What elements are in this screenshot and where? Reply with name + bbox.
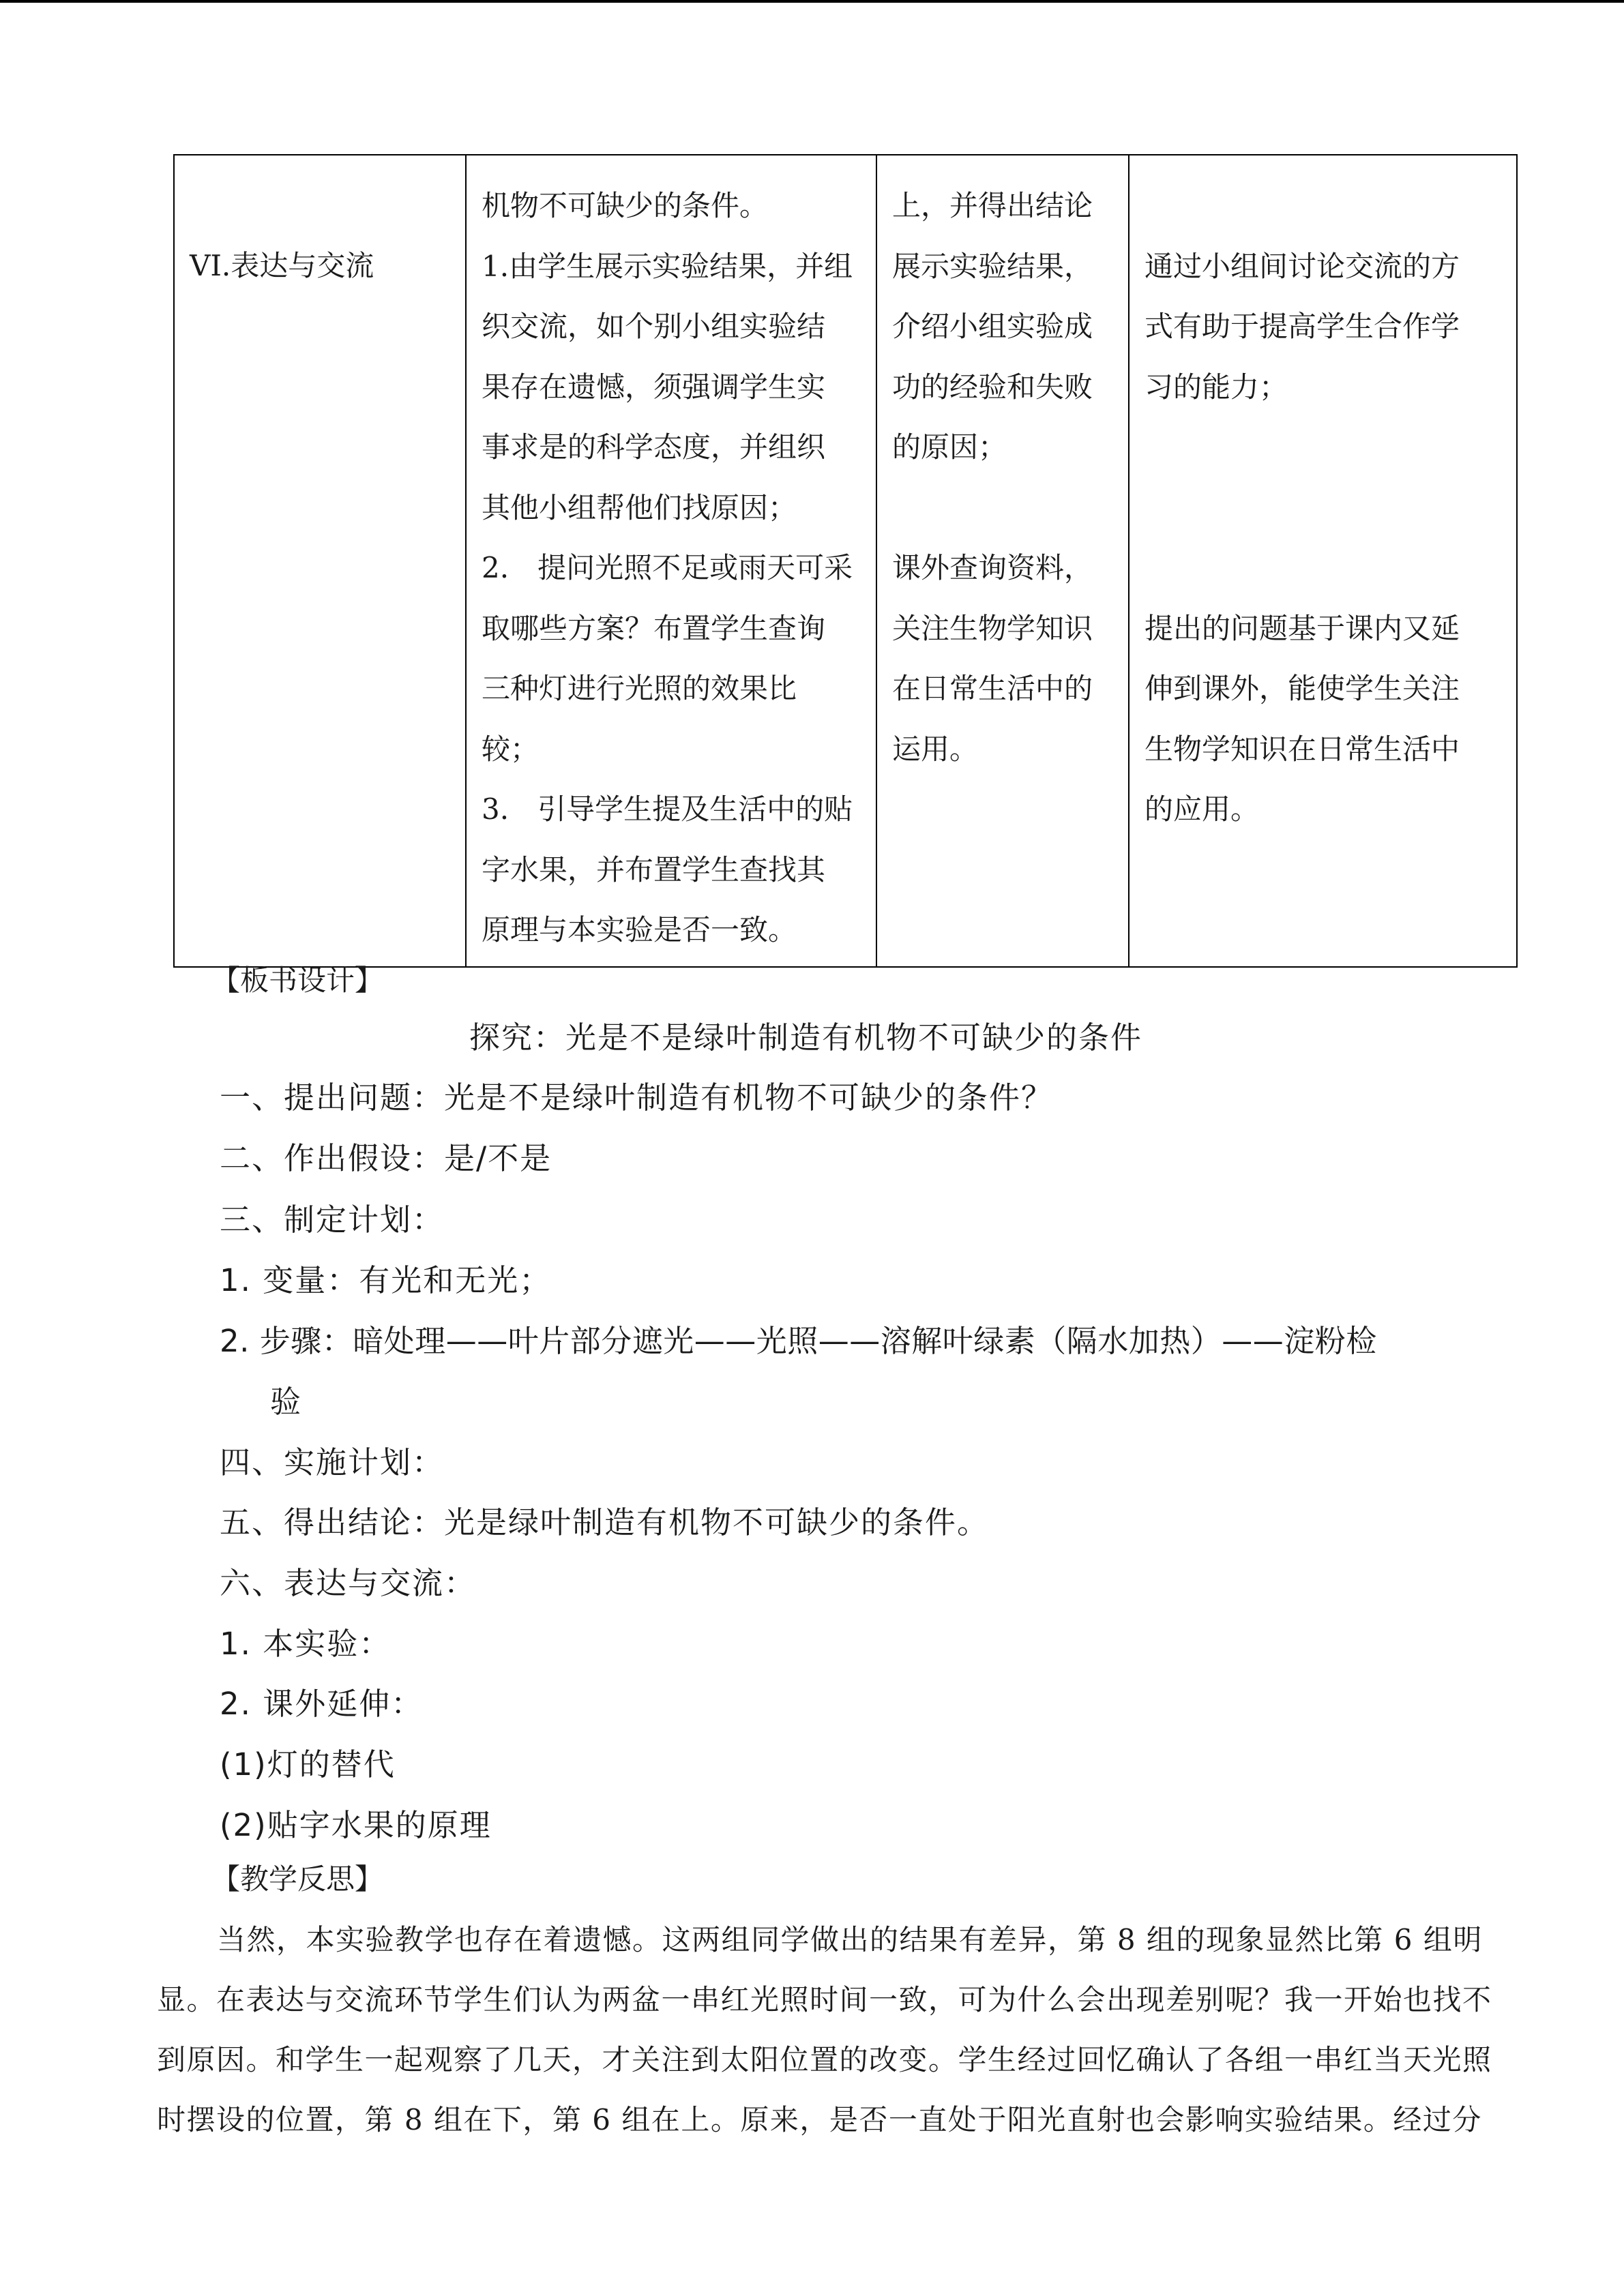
design-intent-cell: [1129, 155, 1517, 967]
board-item: 2. 课外延伸：: [220, 1686, 424, 1722]
stage-cell: [174, 155, 466, 967]
student-line: 运用。: [892, 732, 979, 766]
intent-line: 式有助于提高学生合作学: [1145, 310, 1460, 343]
reflection-heading: 【教学反思】: [211, 1862, 384, 1896]
reflection-line: 时摆设的位置，第 8 组在下，第 6 组在上。原来，是否一直处于阳光直射也会影响实验结果。经过分: [157, 2103, 1482, 2136]
spacer: [1145, 538, 1516, 599]
table-row: [174, 155, 1517, 967]
teacher-line: 原理与本实验是否一致。: [482, 913, 797, 946]
teacher-line: 1.由学生展示实验结果，并组: [482, 249, 853, 283]
teacher-line: 2. 提问光照不足或雨天可采: [482, 551, 853, 584]
teacher-line: 取哪些方案？布置学生查询: [482, 611, 826, 645]
student-line: 上，并得出结论: [892, 189, 1093, 222]
intent-line: 伸到课外，能使学生关注: [1145, 672, 1460, 705]
board-title: 探究：光是不是绿叶制造有机物不可缺少的条件: [469, 1019, 1143, 1056]
student-line: 在日常生活中的: [892, 672, 1093, 705]
board-heading: 【板书设计】: [211, 964, 384, 997]
teacher-line: 较；: [482, 732, 540, 766]
intent-line: 生物学知识在日常生活中: [1145, 732, 1460, 766]
student-activity-cell: [876, 155, 1129, 967]
page-top-border: [0, 0, 1624, 3]
spacer: [892, 478, 1128, 539]
stage-label: VI.表达与交流: [190, 249, 374, 282]
spacer: [1145, 478, 1516, 539]
teacher-line: 三种灯进行光照的效果比: [482, 672, 797, 705]
intent-line: 习的能力；: [1145, 370, 1288, 404]
student-line: 展示实验结果，: [892, 249, 1093, 283]
board-item: 二、作出假设：是/不是: [220, 1140, 552, 1176]
intent-line: 的应用。: [1145, 792, 1260, 826]
board-item: 1. 本实验：: [220, 1626, 392, 1662]
board-item: 六、表达与交流：: [220, 1565, 477, 1601]
intent-line: 通过小组间讨论交流的方: [1145, 249, 1460, 283]
board-item: (2)贴字水果的原理: [220, 1807, 492, 1843]
board-item: 1. 变量：有光和无光；: [220, 1262, 552, 1298]
lesson-table: [173, 154, 1518, 968]
teacher-line: 织交流，如个别小组实验结: [482, 310, 826, 343]
board-item: (1)灯的替代: [220, 1746, 396, 1783]
teacher-line: 机物不可缺少的条件。: [482, 189, 769, 222]
board-item: 验: [270, 1384, 303, 1420]
spacer: [1145, 417, 1516, 478]
teacher-line: 其他小组帮他们找原因；: [482, 490, 797, 524]
board-item: 五、得出结论：光是绿叶制造有机物不可缺少的条件。: [220, 1504, 990, 1540]
student-line: 的原因；: [892, 430, 1007, 464]
board-item: 一、提出问题：光是不是绿叶制造有机物不可缺少的条件？: [220, 1079, 1054, 1116]
student-line: 关注生物学知识: [892, 611, 1093, 645]
student-line: 介绍小组实验成: [892, 310, 1093, 343]
teacher-line: 3. 引导学生提及生活中的贴: [482, 792, 853, 826]
reflection-line: 到原因。和学生一起观察了几天，才关注到太阳位置的改变。学生经过回忆确认了各组一串红当天光照: [157, 2043, 1492, 2076]
board-item: 三、制定计划：: [220, 1202, 445, 1238]
teacher-line: 事求是的科学态度，并组织: [482, 430, 826, 464]
student-line: 课外查询资料，: [892, 551, 1093, 584]
board-item: 四、实施计划：: [220, 1444, 445, 1480]
teacher-line: 果存在遗憾，须强调学生实: [482, 370, 826, 404]
student-line: 功的经验和失败: [892, 370, 1093, 404]
reflection-line: 当然，本实验教学也存在着遗憾。这两组同学做出的结果有差异，第 8 组的现象显然比第 6 组明: [217, 1923, 1483, 1956]
reflection-line: 显。在表达与交流环节学生们认为两盆一串红光照时间一致，可为什么会出现差别呢？我一开始也找不: [157, 1983, 1492, 2016]
board-item: 2. 步骤：暗处理——叶片部分遮光——光照——溶解叶绿素（隔水加热）——淀粉检: [220, 1323, 1377, 1359]
intent-line: 提出的问题基于课内又延: [1145, 611, 1460, 645]
teacher-line: 字水果，并布置学生查找其: [482, 852, 826, 886]
spacer: [1145, 176, 1516, 237]
teacher-activity-cell: [466, 155, 876, 967]
